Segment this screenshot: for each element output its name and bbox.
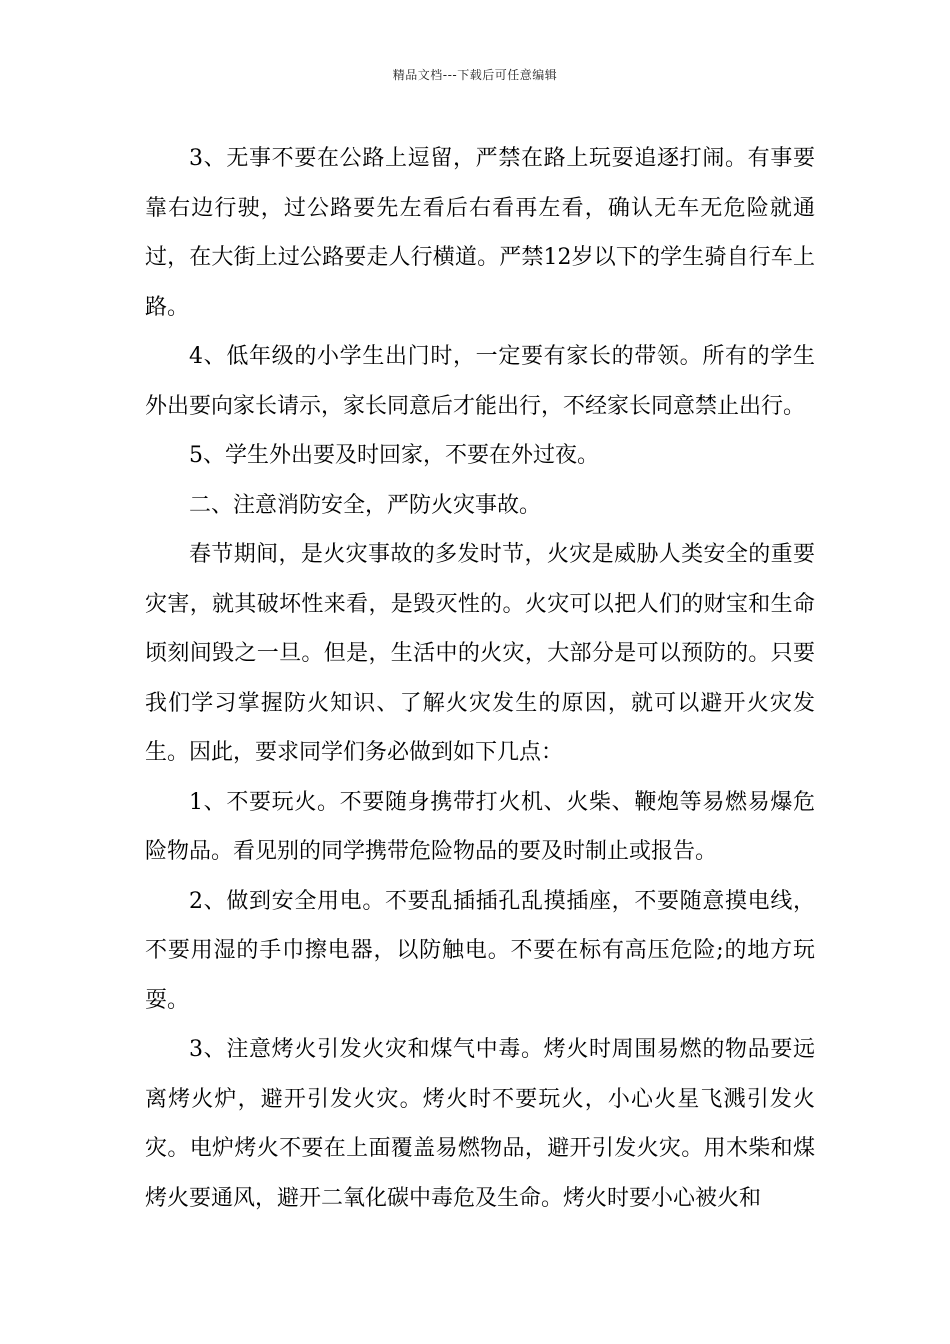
document-body xyxy=(145,134,815,1223)
paragraph-fire-rule-1: 1、不要玩火。不要随身携带打火机、火柴、鞭炮等易燃易爆危险物品。看见别的同学携带危险物品的要及时制止或报告。 xyxy=(145,789,815,864)
paragraph-traffic-rule-3: 3、无事不要在公路上逗留，严禁在路上玩耍追逐打闹。有事要靠右边行驶，过公路要先左看后右看再左看，确认无车无危险就通过，在大街上过公路要走人行横道。严禁12岁以下的学生骑自行车上路。 xyxy=(145,146,815,320)
paragraph-fire-intro: 春节期间，是火灾事故的多发时节，火灾是威胁人类安全的重要灾害，就其破坏性来看，是毁灭性的。火灾可以把人们的财宝和生命顷刻间毁之一旦。但是，生活中的火灾，大部分是可以预防的。只要我们学习掌握防火知识、了解火灾发生的原因，就可以避开火灾发生。因此，要求同学们务必做到如下几点： xyxy=(145,542,815,765)
paragraph-traffic-rule-5: 5、学生外出要及时回家，不要在外过夜。 xyxy=(189,443,599,468)
paragraph-traffic-rule-4: 4、低年级的小学生出门时，一定要有家长的带领。所有的学生外出要向家长请示，家长同意后才能出行，不经家长同意禁止出行。 xyxy=(145,344,815,419)
page-header: 精品文档---下载后可任意编辑 xyxy=(392,68,558,82)
paragraph-fire-rule-2: 2、做到安全用电。不要乱插插孔乱摸插座，不要随意摸电线，不要用湿的手巾擦电器，以防触电。不要在标有高压危险;的地方玩耍。 xyxy=(145,888,815,1013)
section-heading-fire-safety: 二、注意消防安全，严防火灾事故。 xyxy=(189,492,542,518)
paragraph-fire-rule-3: 3、注意烤火引发火灾和煤气中毒。烤火时周围易燃的物品要远离烤火炉，避开引发火灾。烤火时不要玩火，小心火星飞溅引发火灾。电炉烤火不要在上面覆盖易燃物品，避开引发火灾。用木柴和煤烤火要通风，避开二氧化碳中毒危及生命。烤火时要小心被火和 xyxy=(145,1037,815,1211)
